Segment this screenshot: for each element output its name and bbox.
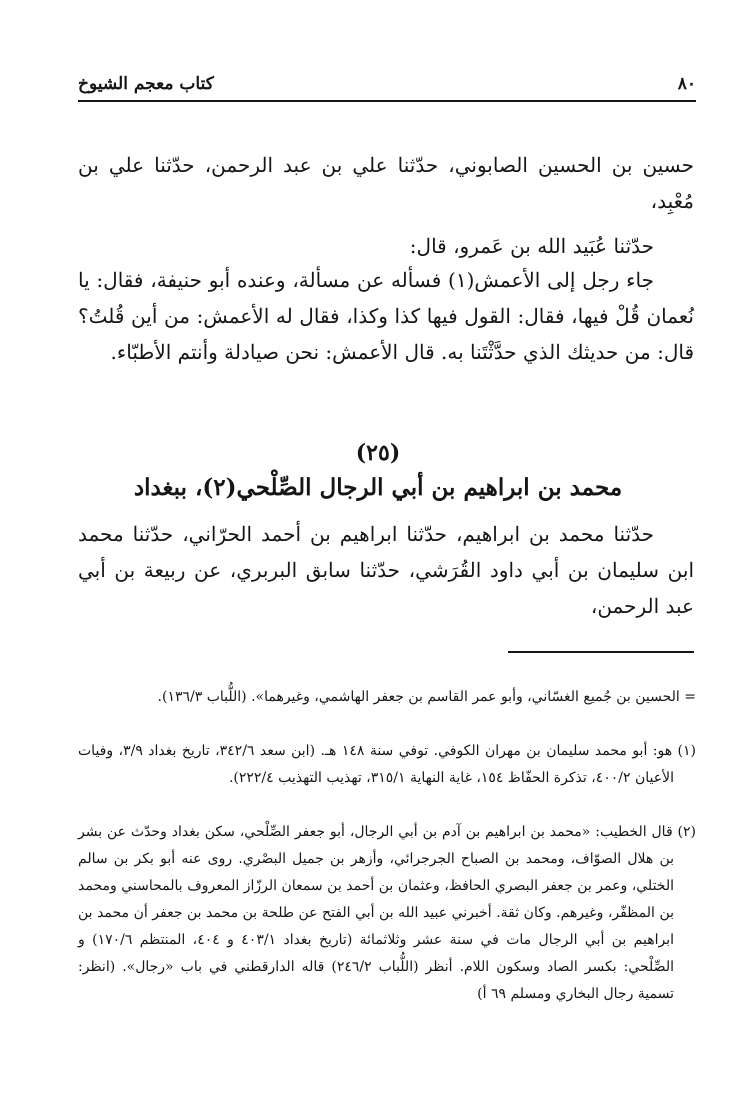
footnote-rule (508, 651, 694, 653)
page-number: ٨٠ (677, 74, 696, 94)
footnote-1: (١) هو: أبو محمد سليمان بن مهران الكوفي. توفي سنة ١٤٨ هـ. (ابن سعد ٣٤٢/٦، تاريخ بغداد ٣/٩، وفيات الأعيان ٤٠٠/٢، تذكرة الحفّاظ ١٥٤، غاية النهاية ٣١٥/١، تهذيب التهذيب ٢٢٢/٤). (78, 743, 696, 786)
entry-paragraph: حدّثنا محمد بن ابراهيم، حدّثنا ابراهيم بن أحمد الحرّاني، حدّثنا محمد ابن سليمان بن أبي داود القُرَشي، حدّثنا سابق البربري، عن ربيعة بن أبي عبد الرحمن، (78, 522, 694, 618)
footnote-2: (٢) قال الخطيب: «محمد بن ابراهيم بن آدم بن أبي الرجال، أبو جعفر الصِّلْحي، سكن بغداد وحدّث عن بشر بن هلال الصوّاف، ومحمد بن الصباح الجرجرائي، وأزهر بن جميل البصْري. روى عنه أبو بكر بن سالم الختلي، وعمر بن جعفر البصري الحافظ، وعثمان بن أحمد بن سمعان الرزّاز المعروف بالمحاسني ومحمد بن المظفّر، وغيرهم. وكان ثقة. أخبرني عبيد الله بن أبي الفتح عن طلحة بن محمد بن جعفر أن محمد بن ابراهيم بن أبي الرجال مات في سنة عشر وثلاثمائة (تاريخ بغداد ٤٠٣/١ و ٤٠٤، المنتظم ١٧٠/٦) و الصِّلْحي: بكسر الصاد وسكون اللام. أنظر (اللُّباب ٢٤٦/٢) قاله الدارقطني في باب «رجال». (انظر: تسمية رجال البخاري ومسلم ٦٩ أ) (78, 824, 696, 1002)
body-paragraph-1: حسين بن الحسين الصابوني، حدّثنا علي بن عبد الرحمن، حدّثنا علي بن مُعْبِد، (78, 153, 694, 213)
footnote-continued: = الحسين بن جُميع الغسّاني، وأبو عمر القاسم بن جعفر الهاشمي، وغيرهما». (اللُّباب ١٣٦/٣). (157, 689, 696, 705)
body-paragraph-3: جاء رجل إلى الأعمش(١) فسأله عن مسألة، وعنده أبو حنيفة، فقال: يا نُعمان قُلْ فيها، فقال: القول فيها كذا وكذا، فقال له الأعمش: من أين قُلتُ؟ قال: من حديثك الذي حدَّثْتَنا به. قال الأعمش: نحن صيادلة وأنتم الأطبّاء. (78, 268, 694, 364)
entry-heading: محمد بن ابراهيم بن أبي الرجال الصِّلْحي(٢)، ببغداد (133, 474, 623, 501)
body-paragraph-2: حدّثنا عُبَيد الله بن عَمرو، قال: (409, 234, 654, 258)
book-title: كتاب معجم الشيوخ (78, 74, 214, 94)
running-header (78, 64, 696, 98)
entry-number: (٢٥) (355, 440, 401, 466)
header-rule (78, 100, 696, 102)
